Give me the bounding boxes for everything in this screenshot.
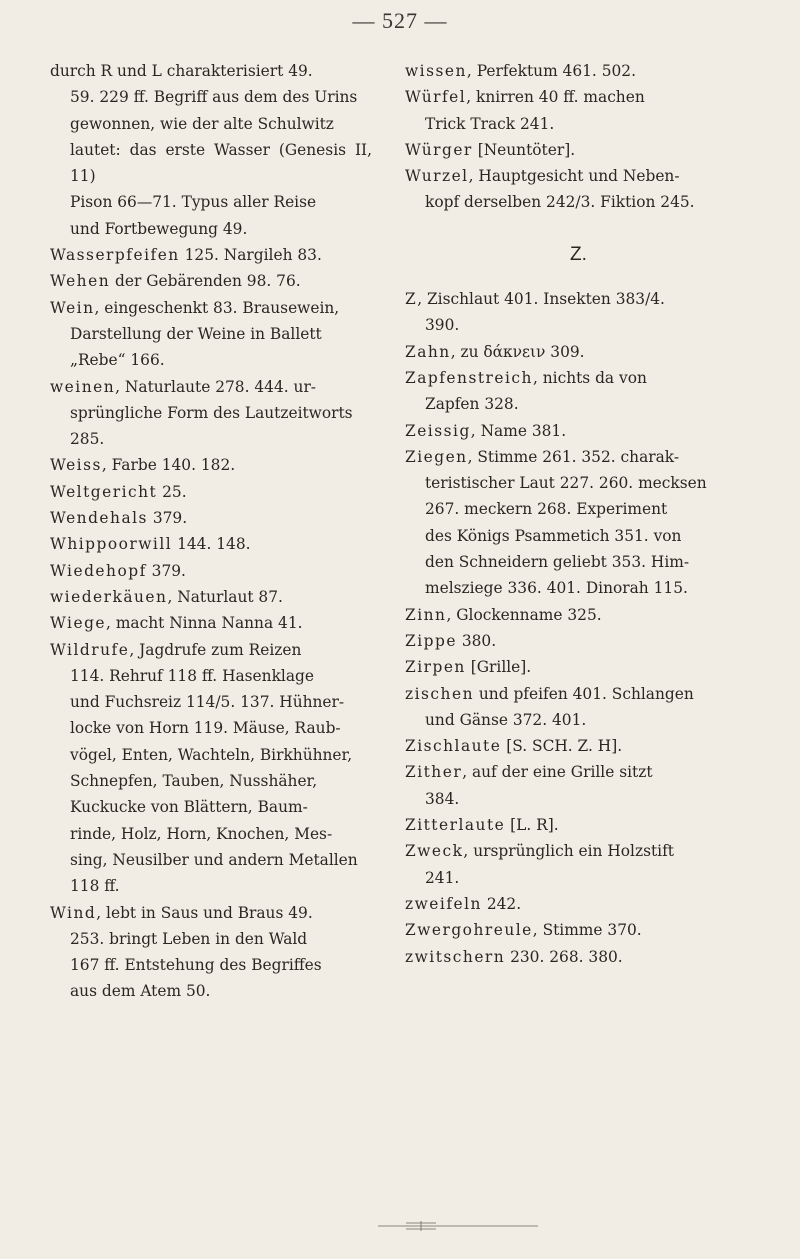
index-entry <box>50 479 372 505</box>
index-entry <box>405 339 752 365</box>
index-entry <box>50 295 372 374</box>
entry-text: , ursprünglich ein Holzstift <box>463 842 674 861</box>
entry-text: 253. bringt Leben in den Wald <box>70 929 308 948</box>
entry-headword: Zwergohreule <box>405 921 533 940</box>
index-entry <box>50 637 372 900</box>
entry-headword: Wind <box>50 903 97 922</box>
entry-headword: Weiss <box>50 456 102 475</box>
index-entry <box>50 900 372 1005</box>
section-letter-z: Z. <box>570 243 587 265</box>
entry-text: lautet: das erste Wasser (Genesis II, 11) <box>70 140 372 186</box>
entry-text: und pfeifen 401. Schlangen <box>473 684 694 703</box>
entry-text: 25. <box>157 482 187 501</box>
index-entry <box>405 163 752 216</box>
entry-text: Darstellung der Weine in Ballett <box>70 324 322 343</box>
index-entry <box>50 374 372 453</box>
entry-headword: weinen <box>50 377 116 396</box>
entry-text: teristischer Laut 227. 260. mecksen <box>425 474 707 493</box>
entry-text: , Stimme 261. 352. charak- <box>467 447 680 466</box>
entry-headword: Wildrufe <box>50 640 130 659</box>
entry-headword: zweifeln <box>405 894 482 913</box>
entry-headword: Würger <box>405 140 473 159</box>
index-entry <box>405 628 752 654</box>
entry-text: [Grille]. <box>465 658 532 677</box>
entry-headword: Zinn <box>405 605 447 624</box>
entry-text: und Fortbewegung 49. <box>70 219 248 238</box>
entry-headword: zwitschern <box>405 947 506 966</box>
entry-text: 167 ff. Entstehung des Begriffes <box>70 956 322 975</box>
index-entry <box>405 917 752 943</box>
entry-text: vögel, Enten, Wachteln, Birkhühner, <box>70 745 353 764</box>
index-entry <box>405 812 752 838</box>
index-entry <box>405 654 752 680</box>
entry-headword: Zippe <box>405 631 457 650</box>
entry-text: Pison 66—71. Typus aller Reise <box>70 193 317 212</box>
right-column-z-entries <box>405 286 752 970</box>
entry-text: des Königs Psammetich 351. von <box>425 526 682 545</box>
entry-headword: Wein <box>50 298 95 317</box>
entry-text: und Fuchsreiz 114/5. 137. Hühner- <box>70 693 345 712</box>
entry-headword: wissen <box>405 62 467 80</box>
entry-headword: Z <box>405 290 418 309</box>
entry-text: kopf derselben 242/3. Fiktion 245. <box>425 193 695 212</box>
entry-headword: wiederkäuen <box>50 587 168 606</box>
index-entry <box>405 602 752 628</box>
page-number: — 527 — <box>352 8 448 33</box>
entry-text: der Gebärenden 98. 76. <box>110 272 301 291</box>
index-entry <box>405 137 752 163</box>
index-entry <box>405 84 752 137</box>
entry-text: , Farbe 140. 182. <box>101 456 236 475</box>
index-entry <box>50 58 372 242</box>
entry-headword: Zahn <box>405 342 451 361</box>
entry-text: aus dem Atem 50. <box>70 982 211 1001</box>
entry-text: 380. <box>456 631 497 650</box>
index-entry <box>50 452 372 478</box>
entry-text: , Name 381. <box>470 421 567 440</box>
entry-text: , eingeschenkt 83. Brausewein, <box>94 298 340 317</box>
entry-text: Trick Track 241. <box>425 114 555 133</box>
entry-headword: Zirpen <box>405 658 466 677</box>
entry-text: 241. <box>425 868 460 887</box>
entry-text: , auf der eine Grille sitzt <box>462 763 653 782</box>
entry-text: , Glockenname 325. <box>446 605 602 624</box>
left-column <box>50 58 372 1005</box>
entry-headword: Weltgericht <box>50 482 158 501</box>
index-entry <box>405 444 752 602</box>
entry-text: 144. 148. <box>172 535 251 554</box>
entry-headword: Ziegen <box>405 447 468 466</box>
entry-text: und Gänse 372. 401. <box>425 710 587 729</box>
entry-text: Zapfen 328. <box>425 395 519 414</box>
entry-headword: Zitterlaute <box>405 816 506 835</box>
entry-text: den Schneidern geliebt 353. Him- <box>425 553 690 572</box>
entry-text: , Zischlaut 401. Insekten 383/4. <box>417 290 665 309</box>
entry-text: 59. 229 ff. Begriff aus dem des Urins <box>70 88 358 107</box>
entry-text: [S. SCH. Z. H]. <box>501 737 623 756</box>
entry-text: [Neuntöter]. <box>472 140 576 159</box>
entry-text: rinde, Holz, Horn, Knochen, Mes- <box>70 824 333 843</box>
entry-headword: Whippoorwill <box>50 535 173 554</box>
entry-text: , Perfektum 461. 502. <box>466 62 636 80</box>
entry-text: 242. <box>481 894 522 913</box>
entry-text: , lebt in Saus und Braus 49. <box>96 903 313 922</box>
entry-text: melsziege 336. 401. Dinorah 115. <box>425 579 688 598</box>
entry-headword: Zapfenstreich <box>405 368 533 387</box>
entry-headword: Wiedehopf <box>50 561 147 580</box>
entry-text: , Naturlaut 87. <box>167 587 283 606</box>
index-entry <box>50 242 372 268</box>
index-entry <box>405 365 752 418</box>
entry-headword: Zeissig <box>405 421 471 440</box>
right-column-w-entries <box>405 58 752 216</box>
entry-headword: Würfel <box>405 88 467 107</box>
index-entry <box>405 891 752 917</box>
entry-text: Schnepfen, Tauben, Nusshäher, <box>70 772 318 791</box>
entry-text: sprüngliche Form des Lautzeitworts <box>70 403 353 422</box>
entry-text: , zu δάκνειν 309. <box>450 342 585 361</box>
index-entry <box>405 838 752 891</box>
entry-text: , Naturlaute 278. 444. ur- <box>115 377 317 396</box>
index-entry <box>50 268 372 294</box>
entry-text: , knirren 40 ff. machen <box>466 88 645 107</box>
index-entry <box>405 733 752 759</box>
entry-headword: Wurzel <box>405 167 469 186</box>
index-entry <box>50 558 372 584</box>
entry-headword: Wiege <box>50 614 107 633</box>
right-column <box>405 58 752 970</box>
index-entry <box>405 681 752 734</box>
entry-text: 379. <box>147 509 188 528</box>
entry-text: 125. Nargileh 83. <box>179 246 322 265</box>
entry-text: 118 ff. <box>70 877 120 896</box>
index-entry <box>405 418 752 444</box>
entry-text: Kuckucke von Blättern, Baum- <box>70 798 308 817</box>
entry-text: , nichts da von <box>532 368 647 387</box>
index-entry <box>50 610 372 636</box>
entry-text: sing, Neusilber und andern Metallen <box>70 850 358 869</box>
entry-text: , Hauptgesicht und Neben- <box>468 167 680 186</box>
entry-text: 379. <box>146 561 186 580</box>
entry-text: gewonnen, wie der alte Schulwitz <box>70 114 334 133</box>
entry-text: 384. <box>425 789 460 808</box>
entry-text: 390. <box>425 316 460 335</box>
index-entry <box>405 944 752 970</box>
entry-headword: Zweck <box>405 842 464 861</box>
entry-text: , macht Ninna Nanna 41. <box>106 614 303 633</box>
entry-text: 114. Rehruf 118 ff. Hasenklage <box>70 666 314 685</box>
index-entry <box>50 584 372 610</box>
index-entry <box>405 58 752 84</box>
index-entry <box>405 286 752 339</box>
index-entry <box>50 531 372 557</box>
entry-text: „Rebe“ 166. <box>70 351 165 370</box>
entry-text: durch R und L charakterisiert 49. <box>50 62 313 80</box>
entry-text: , Stimme 370. <box>532 921 642 940</box>
index-entry <box>50 505 372 531</box>
entry-headword: Zischlaute <box>405 737 502 756</box>
entry-headword: Wendehals <box>50 509 148 528</box>
entry-text: [L. R]. <box>505 816 559 835</box>
entry-text: 230. 268. 380. <box>505 947 623 966</box>
entry-headword: Wasserpfeifen <box>50 246 180 265</box>
entry-headword: zischen <box>405 684 474 703</box>
end-ornament <box>378 1220 538 1232</box>
entry-text: 267. meckern 268. Experiment <box>425 500 668 519</box>
entry-text: locke von Horn 119. Mäuse, Raub- <box>70 719 341 738</box>
entry-headword: Zither <box>405 763 463 782</box>
entry-text: 285. <box>70 430 105 449</box>
entry-headword: Wehen <box>50 272 111 291</box>
index-entry <box>405 759 752 812</box>
entry-text: , Jagdrufe zum Reizen <box>129 640 302 659</box>
